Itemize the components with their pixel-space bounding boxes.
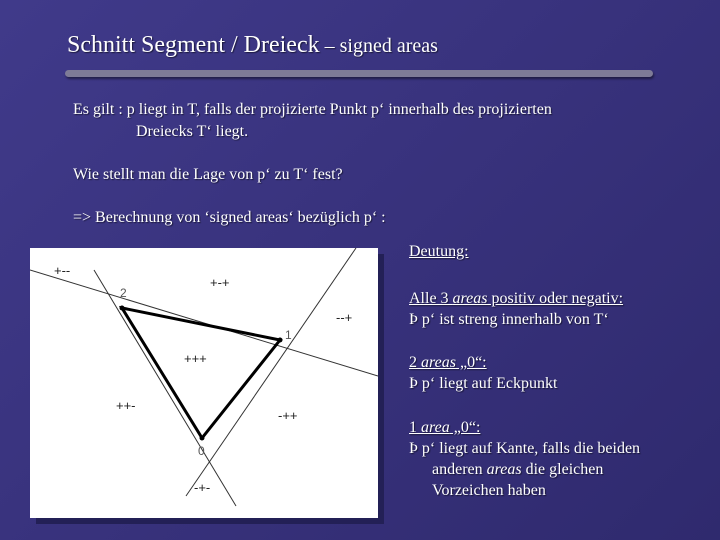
title-suffix: – signed areas <box>319 35 438 57</box>
signed-areas-figure <box>30 248 378 518</box>
method-text: => Berechnung von ‘signed areas‘ bezüglich p‘ : <box>73 209 386 226</box>
region-label-7: -+- <box>194 480 211 495</box>
question-text: Wie stellt man die Lage von p‘ zu T‘ fest? <box>73 166 343 183</box>
region-label-3: --+ <box>336 310 353 325</box>
case1-heading <box>409 288 623 309</box>
case3-head-a: 1 <box>409 419 421 436</box>
case1-head-areas: areas <box>452 290 488 307</box>
case2-head-areas: areas <box>421 354 456 371</box>
case3-text-2-areas: areas <box>486 461 522 478</box>
case3-heading <box>409 417 480 438</box>
case2-heading <box>409 352 487 373</box>
meaning-heading: Deutung: <box>409 243 469 260</box>
case3-text-1: Þ p‘ liegt auf Kante, falls die beiden <box>409 440 641 457</box>
region-label-5: ++- <box>116 398 136 413</box>
edge-line-2-0 <box>94 270 236 506</box>
case3-text-2 <box>432 459 603 480</box>
intro-line-1: Es gilt : p liegt in T, falls der projizierte Punkt p‘ innerhalb des projizierten <box>73 101 552 118</box>
triangle <box>122 308 280 438</box>
region-label-6: -++ <box>278 408 298 423</box>
vertex-0-dot <box>200 436 205 441</box>
vertex-label-0: 0 <box>198 444 205 458</box>
case2-head-a: 2 <box>409 354 421 371</box>
case1-head-c: positiv oder negativ: <box>487 290 624 307</box>
vertex-label-2: 2 <box>120 286 127 300</box>
vertex-2-dot <box>120 306 125 311</box>
intro-line-2: Dreiecks T‘ liegt. <box>136 123 249 140</box>
case1-head-a: Alle 3 <box>409 290 453 307</box>
case2-head-c: „0“: <box>455 354 487 371</box>
vertex-label-1: 1 <box>285 328 292 342</box>
region-label-2: +-+ <box>210 275 230 290</box>
case3-text-3: Vorzeichen haben <box>432 482 546 499</box>
case3-text-2a: anderen <box>432 461 487 478</box>
case1-text: Þ p‘ ist streng innerhalb von T‘ <box>409 311 609 328</box>
case3-text-2c: die gleichen <box>521 461 604 478</box>
region-label-1: +-- <box>54 263 71 278</box>
case3-head-area: area <box>421 419 450 436</box>
region-label-4: +++ <box>184 351 207 366</box>
figure-drawing <box>30 248 378 518</box>
slide-title <box>67 32 438 59</box>
case2-text: Þ p‘ liegt auf Eckpunkt <box>409 375 558 392</box>
title-main: Schnitt Segment / Dreieck <box>67 32 320 58</box>
case3-head-c: „0“: <box>449 419 481 436</box>
title-divider <box>65 70 653 77</box>
vertex-1-dot <box>278 338 283 343</box>
